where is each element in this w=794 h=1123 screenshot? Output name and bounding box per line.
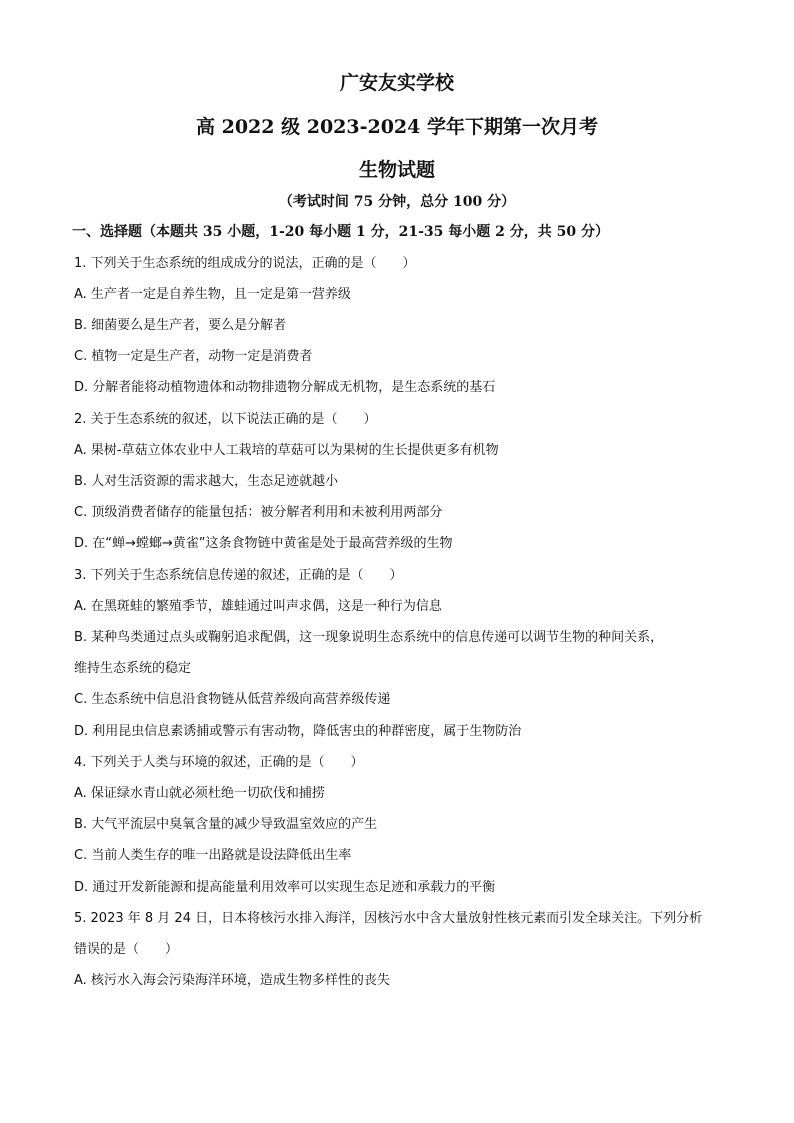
- question-5-stem: 5. 2023 年 8 月 24 日，日本将核污水排入海洋，因核污水中含大量放射性核元素而引发全球关注。下列分析: [74, 911, 703, 926]
- question-1-option-b: B. 细菌要么是生产者，要么是分解者: [74, 318, 287, 333]
- question-5-stem-continued: 错误的是（ ）: [74, 942, 179, 957]
- question-3-option-a: A. 在黑斑蛙的繁殖季节，雄蛙通过叫声求偶，这是一种行为信息: [74, 599, 442, 614]
- question-3-stem: 3. 下列关于生态系统信息传递的叙述，正确的是（ ）: [74, 568, 403, 583]
- question-2-option-a: A. 果树-草菇立体农业中人工栽培的草菇可以为果树的生长提供更多有机物: [74, 443, 499, 458]
- section-heading: 一、选择题（本题共 35 小题，1-20 每小题 1 分，21-35 每小题 2 分，共 50 分）: [72, 224, 609, 240]
- subject-title: 生物试题: [358, 159, 435, 181]
- question-2-stem: 2. 关于生态系统的叙述，以下说法正确的是（ ）: [74, 412, 377, 427]
- question-3-option-c: C. 生态系统中信息沿食物链从低营养级向高营养级传递: [74, 692, 391, 707]
- question-1-stem: 1. 下列关于生态系统的组成成分的说法，正确的是（ ）: [74, 256, 416, 271]
- question-5-option-a: A. 核污水入海会污染海洋环境，造成生物多样性的丧失: [74, 973, 390, 988]
- question-4-option-b: B. 大气平流层中臭氧含量的减少导致温室效应的产生: [74, 817, 378, 832]
- exam-title: 高 2022 级 2023-2024 学年下期第一次月考: [196, 116, 598, 138]
- question-1-option-d: D. 分解者能将动植物遗体和动物排遗物分解成无机物，是生态系统的基石: [74, 380, 496, 395]
- question-3-option-b: B. 某种鸟类通过点头或鞠躬追求配偶，这一现象说明生态系统中的信息传递可以调节生物的种间关系，: [74, 630, 664, 645]
- school-name: 广安友实学校: [339, 72, 454, 94]
- exam-meta: （考试时间 75 分钟，总分 100 分）: [278, 194, 516, 210]
- question-2-option-b: B. 人对生活资源的需求越大，生态足迹就越小: [74, 474, 339, 489]
- question-4-stem: 4. 下列关于人类与环境的叙述，正确的是（ ）: [74, 755, 364, 770]
- question-3-option-d: D. 利用昆虫信息素诱捕或警示有害动物，降低害虫的种群密度，属于生物防治: [74, 724, 522, 739]
- question-3-option-b-continued: 维持生态系统的稳定: [74, 661, 192, 676]
- question-2-option-d: D. 在“蝉→螳螂→黄雀”这条食物链中黄雀是处于最高营养级的生物: [74, 536, 453, 551]
- question-2-option-c: C. 顶级消费者储存的能量包括：被分解者利用和未被利用两部分: [74, 505, 443, 520]
- question-4-option-c: C. 当前人类生存的唯一出路就是设法降低出生率: [74, 848, 352, 863]
- question-4-option-d: D. 通过开发新能源和提高能量利用效率可以实现生态足迹和承载力的平衡: [74, 880, 496, 895]
- question-4-option-a: A. 保证绿水青山就必须杜绝一切砍伐和捕捞: [74, 786, 325, 801]
- question-1-option-c: C. 植物一定是生产者，动物一定是消费者: [74, 349, 313, 364]
- question-1-option-a: A. 生产者一定是自养生物，且一定是第一营养级: [74, 287, 351, 302]
